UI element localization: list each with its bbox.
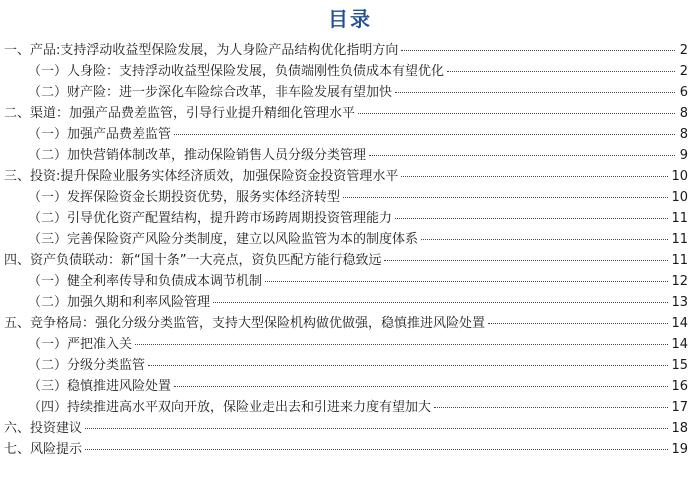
toc-page-number: 8 xyxy=(679,127,688,142)
toc-entry-text: （一）人身险：支持浮动收益型保险发展，负债端刚性负债成本有望优化 xyxy=(28,64,445,79)
toc-entry-text: （二）加强久期和利率风险管理 xyxy=(28,295,211,310)
toc-subsection-entry[interactable] xyxy=(0,61,700,82)
toc-section-entry[interactable] xyxy=(0,418,700,439)
toc-entry-text: （二）财产险：进一步深化车险综合改革，非车险发展有望加快 xyxy=(28,85,393,100)
toc-subsection-entry[interactable] xyxy=(0,271,700,292)
toc-entry-text: 四、资产负债联动：新“国十条”一大亮点，资负匹配方能行稳致远 xyxy=(4,253,382,268)
toc-page-number: 8 xyxy=(679,106,688,121)
toc-page-number: 14 xyxy=(671,316,688,331)
toc-dot-leader xyxy=(488,323,668,324)
toc-page-number: 18 xyxy=(671,421,688,436)
toc-subsection-entry[interactable] xyxy=(0,229,700,250)
toc-section-entry[interactable] xyxy=(0,103,700,124)
toc-subsection-entry[interactable] xyxy=(0,355,700,376)
toc-section-entry[interactable] xyxy=(0,439,700,460)
toc-subsection-entry[interactable] xyxy=(0,292,700,313)
toc-dot-leader xyxy=(421,239,668,240)
toc-section-entry[interactable] xyxy=(0,40,700,61)
toc-dot-leader xyxy=(343,197,668,198)
toc-dot-leader xyxy=(384,260,668,261)
toc-section-entry[interactable] xyxy=(0,250,700,271)
toc-subsection-entry[interactable] xyxy=(0,187,700,208)
toc-dot-leader xyxy=(401,176,668,177)
toc-section-entry[interactable] xyxy=(0,166,700,187)
toc-page-number: 16 xyxy=(671,379,688,394)
toc-subsection-entry[interactable] xyxy=(0,145,700,166)
toc-dot-leader xyxy=(213,302,668,303)
toc-entry-text: （四）持续推进高水平双向开放，保险业走出去和引进来力度有望加大 xyxy=(28,400,432,415)
toc-page-number: 2 xyxy=(679,43,688,58)
toc-dot-leader xyxy=(174,134,675,135)
toc-section-entry[interactable] xyxy=(0,313,700,334)
toc-page-number: 10 xyxy=(671,169,688,184)
toc-dot-leader xyxy=(358,113,675,114)
toc-entry-text: （二）分级分类监管 xyxy=(28,358,146,373)
toc-page-number: 13 xyxy=(671,295,688,310)
toc-dot-leader xyxy=(85,449,668,450)
toc-page-number: 11 xyxy=(671,253,688,268)
toc-page-number: 11 xyxy=(671,211,688,226)
toc-entry-text: （一）健全利率传导和负债成本调节机制 xyxy=(28,274,263,289)
toc-entry-text: （一）加强产品费差监管 xyxy=(28,127,172,142)
toc-dot-leader xyxy=(369,155,675,156)
toc-page-number: 6 xyxy=(679,85,688,100)
toc-dot-leader xyxy=(395,92,675,93)
toc-dot-leader xyxy=(148,365,668,366)
toc-dot-leader xyxy=(434,407,668,408)
toc-dot-leader xyxy=(447,71,675,72)
toc-entry-text: 五、竞争格局：强化分级分类监管，支持大型保险机构做优做强，稳慎推进风险处置 xyxy=(4,316,486,331)
toc-entry-text: 二、渠道：加强产品费差监管，引导行业提升精细化管理水平 xyxy=(4,106,356,121)
toc-subsection-entry[interactable] xyxy=(0,208,700,229)
toc-entry-text: （一）发挥保险资金长期投资优势，服务实体经济转型 xyxy=(28,190,341,205)
toc-entry-text: （一）严把准入关 xyxy=(28,337,133,352)
toc-entry-text: 七、风险提示 xyxy=(4,442,83,457)
toc-subsection-entry[interactable] xyxy=(0,124,700,145)
toc-page-number: 15 xyxy=(671,358,688,373)
toc-entry-text: 一、产品:支持浮动收益型保险发展，为人身险产品结构优化指明方向 xyxy=(4,43,399,58)
toc-entry-text: （二）引导优化资产配置结构，提升跨市场跨周期投资管理能力 xyxy=(28,211,393,226)
toc-page-number: 19 xyxy=(671,442,688,457)
toc-title: 目录 xyxy=(328,7,372,31)
toc-subsection-entry[interactable] xyxy=(0,82,700,103)
toc-list xyxy=(0,40,700,460)
toc-dot-leader xyxy=(265,281,668,282)
toc-entry-text: （三）完善保险资产风险分类制度，建立以风险监管为本的制度体系 xyxy=(28,232,419,247)
toc-entry-text: （二）加快营销体制改革，推动保险销售人员分级分类管理 xyxy=(28,148,367,163)
toc-entry-text: 三、投资:提升保险业服务实体经济质效，加强保险资金投资管理水平 xyxy=(4,169,399,184)
toc-page-number: 12 xyxy=(671,274,688,289)
toc-subsection-entry[interactable] xyxy=(0,376,700,397)
toc-page-number: 2 xyxy=(679,64,688,79)
toc-page-number: 10 xyxy=(671,190,688,205)
toc-dot-leader xyxy=(174,386,668,387)
toc-subsection-entry[interactable] xyxy=(0,334,700,355)
toc-dot-leader xyxy=(135,344,668,345)
toc-entry-text: （三）稳慎推进风险处置 xyxy=(28,379,172,394)
toc-page-number: 9 xyxy=(679,148,688,163)
toc-dot-leader xyxy=(395,218,668,219)
toc-page-number: 17 xyxy=(671,400,688,415)
toc-page-number: 11 xyxy=(671,232,688,247)
toc-dot-leader xyxy=(401,50,675,51)
toc-page-number: 14 xyxy=(671,337,688,352)
toc-subsection-entry[interactable] xyxy=(0,397,700,418)
toc-dot-leader xyxy=(85,428,668,429)
toc-entry-text: 六、投资建议 xyxy=(4,421,83,436)
